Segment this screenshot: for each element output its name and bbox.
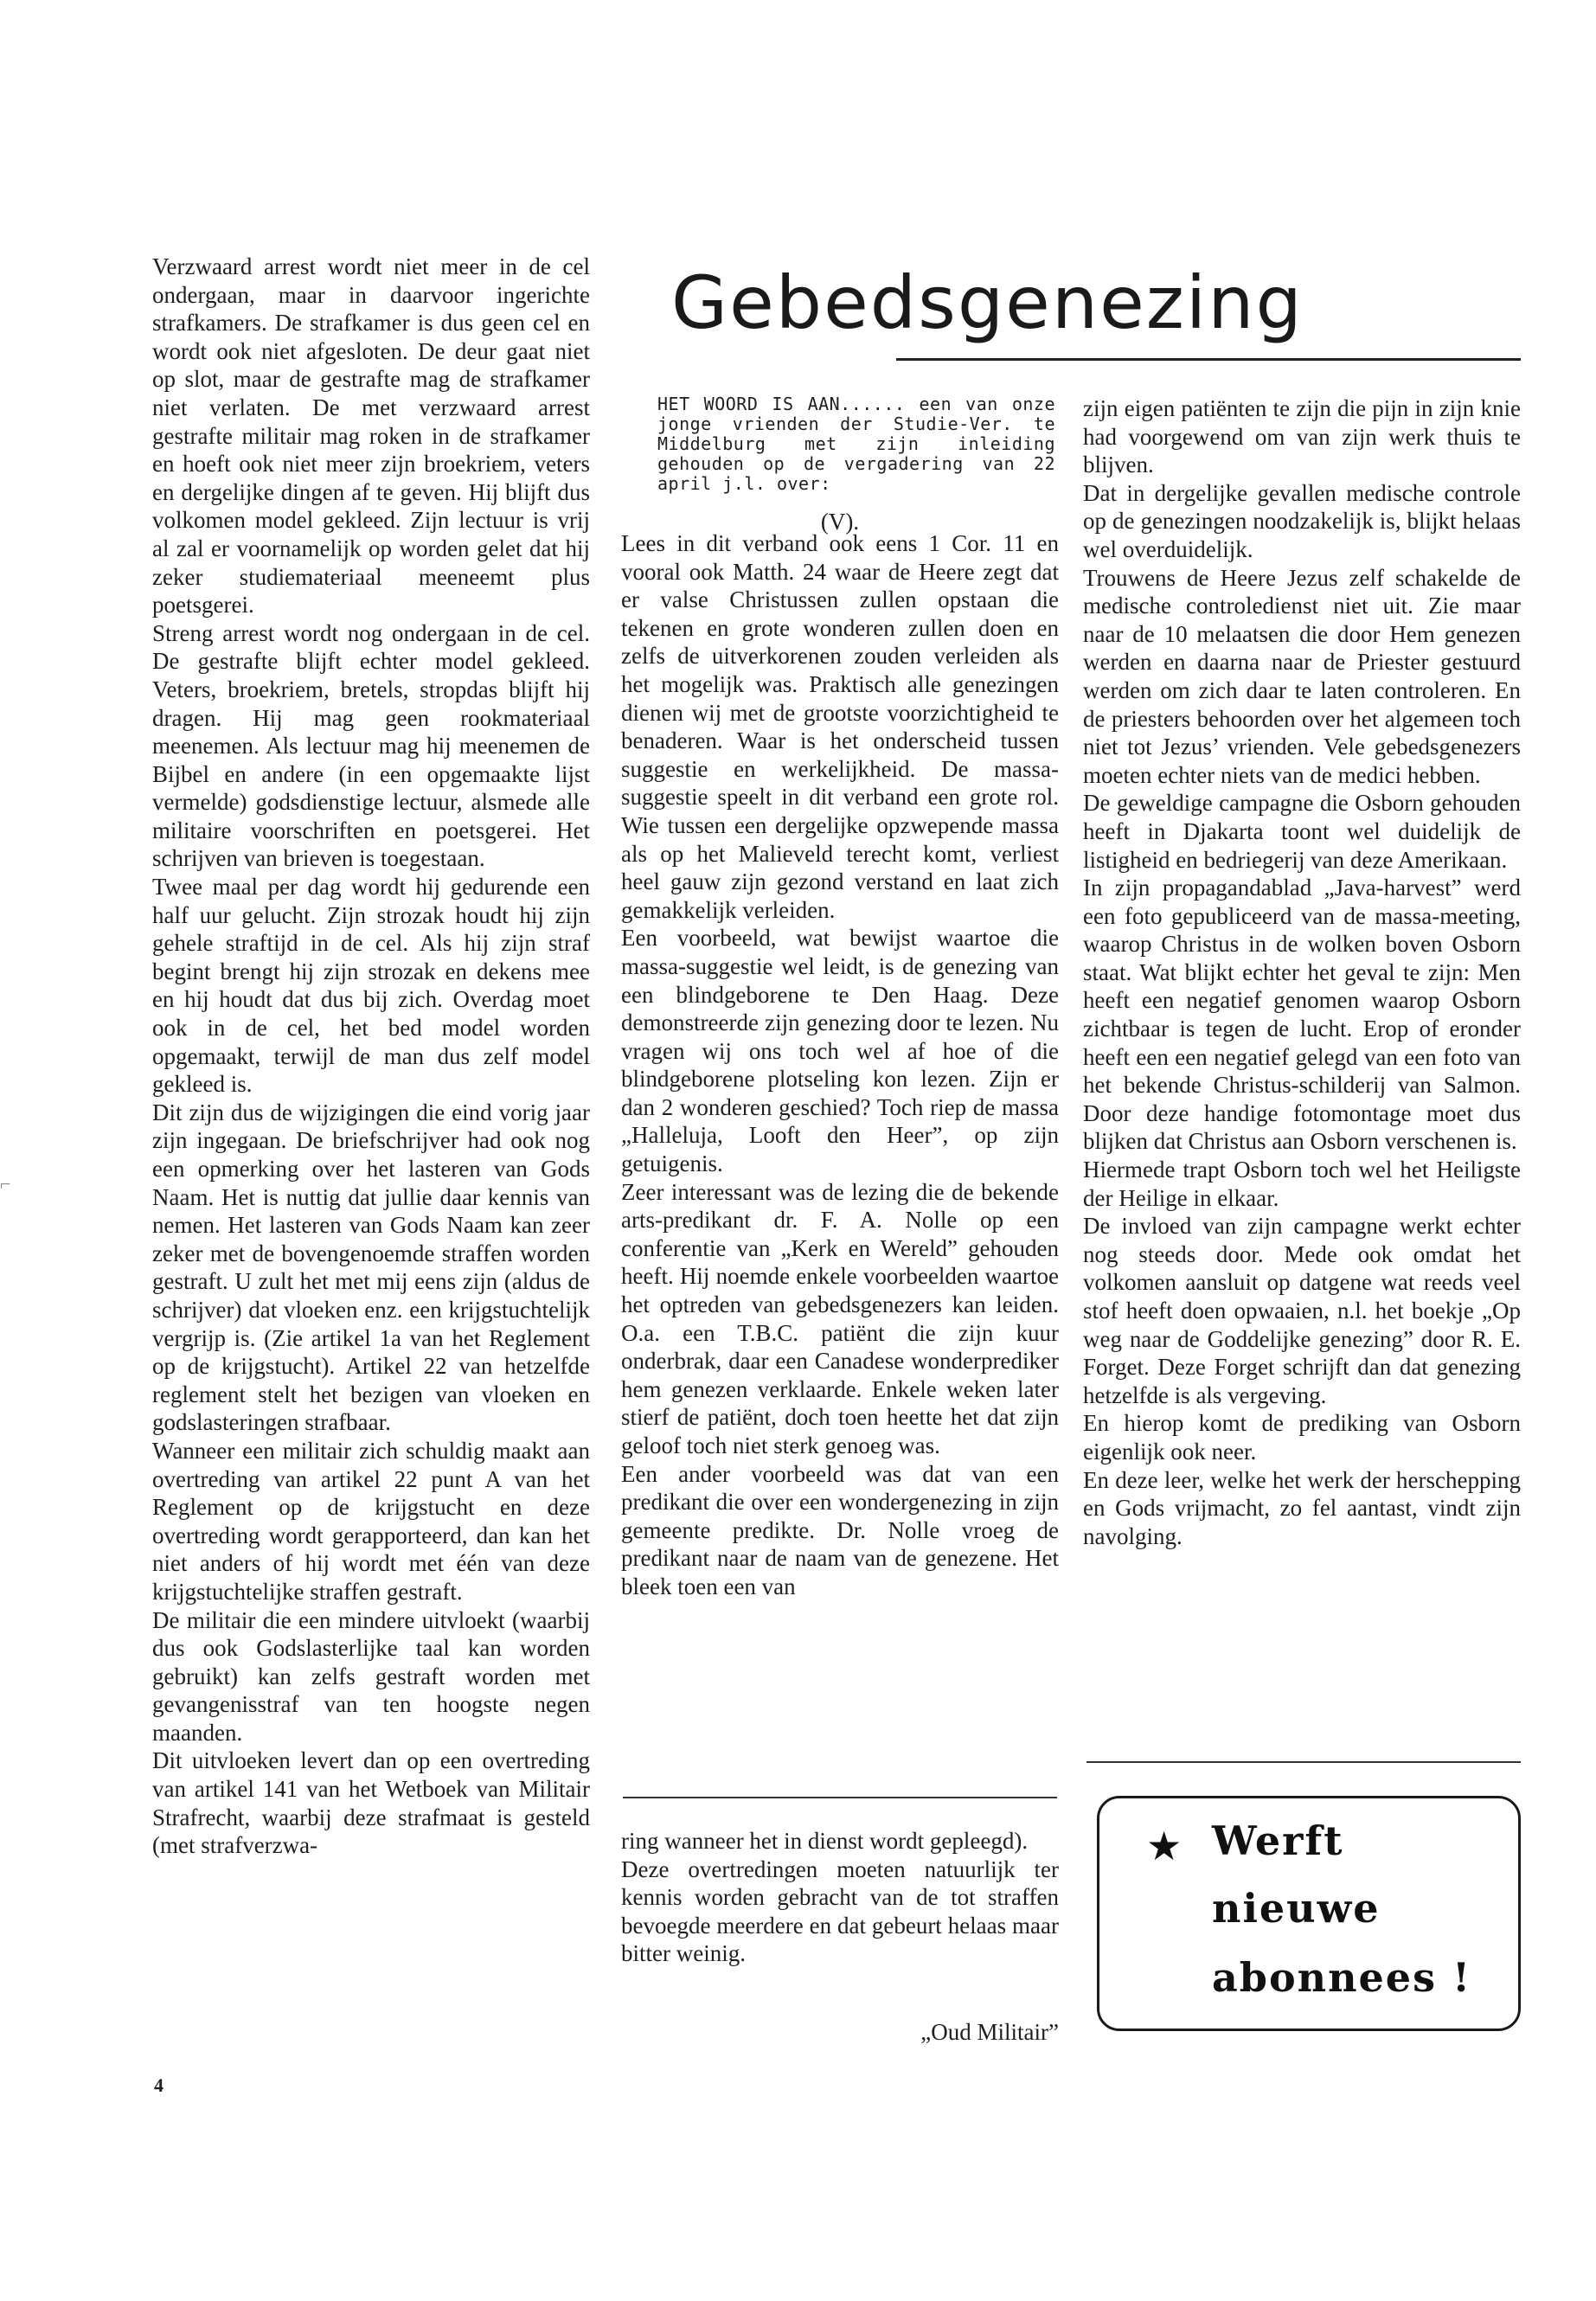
continuation-column (621, 1827, 1059, 1968)
right-paragraph: En hierop komt de prediking van Osborn eigenlijk ook neer. (1083, 1410, 1521, 1465)
right-paragraph: zijn eigen patiënten te zijn die pijn in zijn knie had voorgewend om van zijn werk thuis te blijven. (1083, 395, 1521, 478)
margin-mark: ⌐ (0, 1173, 11, 1195)
section-divider (1086, 1761, 1521, 1763)
left-paragraph: Wanneer een militair zich schuldig maakt aan overtreding van artikel 22 punt A van het Reglement op de krijgstucht en deze overtreding wordt gerapporteerd, dan kan het niet anders of hij wordt met één van deze krijgstuchtelijke straffen gestraft. (152, 1437, 590, 1605)
promo-line: Werft (1212, 1817, 1344, 1864)
left-column (152, 253, 590, 1860)
left-paragraph: Twee maal per dag wordt hij gedurende een half uur gelucht. Zijn strozak houdt hij zijn gehele straftijd in de cel. Als hij zijn straf begint brengt hij zijn strozak en dekens mee en hij houdt dat dus bij zich. Overdag moet ook in de cel, het bed model worden opgemaakt, terwijl de man dus zelf model gekleed is. (152, 874, 590, 1098)
part-number: (V). (820, 509, 860, 535)
left-paragraph: Dit uitvloeken levert dan op een overtreding van artikel 141 van het Wetboek van Militair Strafrecht, waarbij deze strafmaat is gesteld (met strafverzwa- (152, 1747, 590, 1859)
right-paragraph: En deze leer, welke het werk der herschepping en Gods vrijmacht, zo fel aantast, vindt zijn navolging. (1083, 1466, 1521, 1549)
subscription-promo-box (1097, 1796, 1521, 2031)
page-number: 4 (154, 2074, 163, 2096)
left-paragraph: De militair die een mindere uitvloekt (waarbij dus ook Godslasterlijke taal kan worden gebruikt) kan zelfs gestraft worden met gevangenisstraf van ten hoogste negen maanden. (152, 1606, 590, 1746)
article-intro: HET WOORD IS AAN...... een van onze jonge vrienden der Studie-Ver. te Middelburg met zijn inleiding gehouden op de vergadering van 22 april j.l. over: (657, 394, 1055, 494)
left-paragraph: Dit zijn dus de wijzigingen die eind vorig jaar zijn ingegaan. De briefschrijver had ook nog een opmerking over het lasteren van Gods Naam. Het is nuttig dat jullie daar kennis van nemen. Het lasteren van Gods Naam kan zeer zeker met de bovengenoemde straffen worden gestraft. U zult het met mij eens zijn (aldus de schrijver) dat vloeken enz. een krijgstuchtelijk vergrijp is. (Zie artikel 1a van het Reglement op de krijgstucht). Artikel 22 van hetzelfde reglement stelt het bezigen van vloeken en godslasteringen strafbaar. (152, 1099, 590, 1436)
section-divider (623, 1797, 1057, 1798)
mid-paragraph: Zeer interessant was de lezing die de bekende arts-predikant dr. F. A. Nolle op een conferentie van „Kerk en Wereld” gehouden heeft. Hij noemde enkele voorbeelden waartoe het optreden van gebedsgenezers kan leiden. O.a. een T.B.C. patiënt die zijn kuur onderbrak, daar een Canadese wonderprediker hem genezen verklaarde. Enkele weken later stierf de patiënt, doch toen heette het dat zijn geloof toch niet sterk genoeg was. (621, 1178, 1059, 1458)
right-paragraph: Hiermede trapt Osborn toch wel het Heiligste der Heilige in elkaar. (1083, 1157, 1521, 1211)
middle-column (621, 529, 1059, 1601)
right-column (1083, 394, 1521, 1550)
right-paragraph: De geweldige campagne die Osborn gehouden heeft in Djakarta toont wel duidelijk de listigheid en bedriegerij van deze Amerikaan. (1083, 790, 1521, 873)
right-paragraph: De invloed van zijn campagne werkt echter nog steeds door. Mede ook omdat het volkomen aansluit op datgene wat reeds veel stof heeft doen opwaaien, n.l. het boekje „Op weg naar de Goddelijke genezing” door R. E. Forget. Deze Forget schrijft dan dat genezing hetzelfde is als vergeving. (1083, 1213, 1521, 1408)
promo-line: abonnees ! (1212, 1954, 1472, 2001)
left-paragraph: Verzwaard arrest wordt niet meer in de cel ondergaan, maar in daarvoor ingerichte strafkamers. De strafkamer is dus geen cel en wordt ook niet afgesloten. De deur gaat niet op slot, maar de gestrafte mag de strafkamer niet verlaten. De met verzwaard arrest gestrafte militair mag roken in de strafkamer en hoeft ook niet meer zijn broekriem, veters en dergelijke dingen af te geven. Hij blijft dus volkomen model gekleed. Zijn lectuur is vrij al zal er voornamelijk op worden gelet dat hij zeker studiemateriaal meeneemt plus poetsgerei. (152, 253, 590, 619)
continuation-paragraph: Deze overtredingen moeten natuurlijk ter kennis worden gebracht van de tot straffen bevoegde meerdere en dat gebeurt helaas maar bitter weinig. (621, 1856, 1059, 1967)
mid-paragraph: Lees in dit verband ook eens 1 Cor. 11 en vooral ook Matth. 24 waar de Heere zegt dat er valse Christussen zullen opstaan die tekenen en grote wonderen zullen doen en zelfs de uitverkorenen zouden verleiden als het mogelijk was. Praktisch alle genezingen dienen wij met de grootste voorzichtigheid te benaderen. Waar is het onderscheid tussen suggestie en werkelijkheid. De massa-suggestie speelt in dit verband een grote rol. Wie tussen een dergelijke opzwepende massa als op het Malieveld terecht komt, verliest heel gauw zijn gezond verstand en laat zich gemakkelijk verleiden. (621, 530, 1059, 923)
article-title: Gebedsgenezing (671, 260, 1304, 345)
mid-paragraph: Een ander voorbeeld was dat van een predikant die over een wondergenezing in zijn gemeente predikte. Dr. Nolle vroeg de predikant naar de naam van de genezene. Het bleek toen een van (621, 1460, 1059, 1599)
star-icon: ★ (1146, 1823, 1183, 1869)
promo-line: nieuwe (1212, 1885, 1381, 1932)
continuation-paragraph: ring wanneer het in dienst wordt gepleegd). (621, 1828, 1029, 1854)
left-paragraph: Streng arrest wordt nog ondergaan in de cel. De gestrafte blijft echter model gekleed. Veters, broekriem, bretels, stropdas blijft hij dragen. Hij mag geen rookmateriaal meenemen. Als lectuur mag hij meenemen de Bijbel en andere (in een opgemaakte lijst vermelde) godsdienstige lectuur, alsmede alle militaire voorschriften en poetsgerei. Het schrijven van brieven is toegestaan. (152, 619, 590, 872)
title-underline (896, 358, 1521, 361)
author-signature: „Oud Militair” (920, 2019, 1059, 2045)
right-paragraph: Dat in dergelijke gevallen medische controle op de genezingen noodzakelijk is, blijkt helaas wel overduidelijk. (1083, 479, 1521, 562)
right-paragraph: Trouwens de Heere Jezus zelf schakelde de medische controledienst niet uit. Zie maar naar de 10 melaatsen die door Hem genezen werden en daarna naar de Priester gestuurd werden om zich daar te laten controleren. En de priesters behoorden over het algemeen toch niet tot Jezus’ vrienden. Vele gebedsgenezers moeten echter niets van de medici hebben. (1083, 564, 1521, 788)
right-paragraph: In zijn propagandablad „Java-harvest” werd een foto gepubliceerd van de massa-meeting, waarop Christus in de wolken boven Osborn staat. Wat blijkt echter het geval te zijn: Men heeft een negatief genomen waarop Osborn zichtbaar is tegen de lucht. Erop of eronder heeft een een negatief gelegd van een foto van het bekende Christus-schilderij van Salmon. Door deze handige fotomontage moet dus blijken dat Christus aan Osborn verschenen is. (1083, 875, 1521, 1155)
mid-paragraph: Een voorbeeld, wat bewijst waartoe die massa-suggestie wel leidt, is de genezing van een blindgeborene te Den Haag. Deze demonstreerde zijn genezing door te lezen. Nu vragen wij ons toch wel af hoe of die blindgeborene plotseling kon lezen. Zijn er dan 2 wonderen geschied? Toch riep de massa „Halleluja, Looft den Heer”, op zijn getuigenis. (621, 925, 1059, 1177)
